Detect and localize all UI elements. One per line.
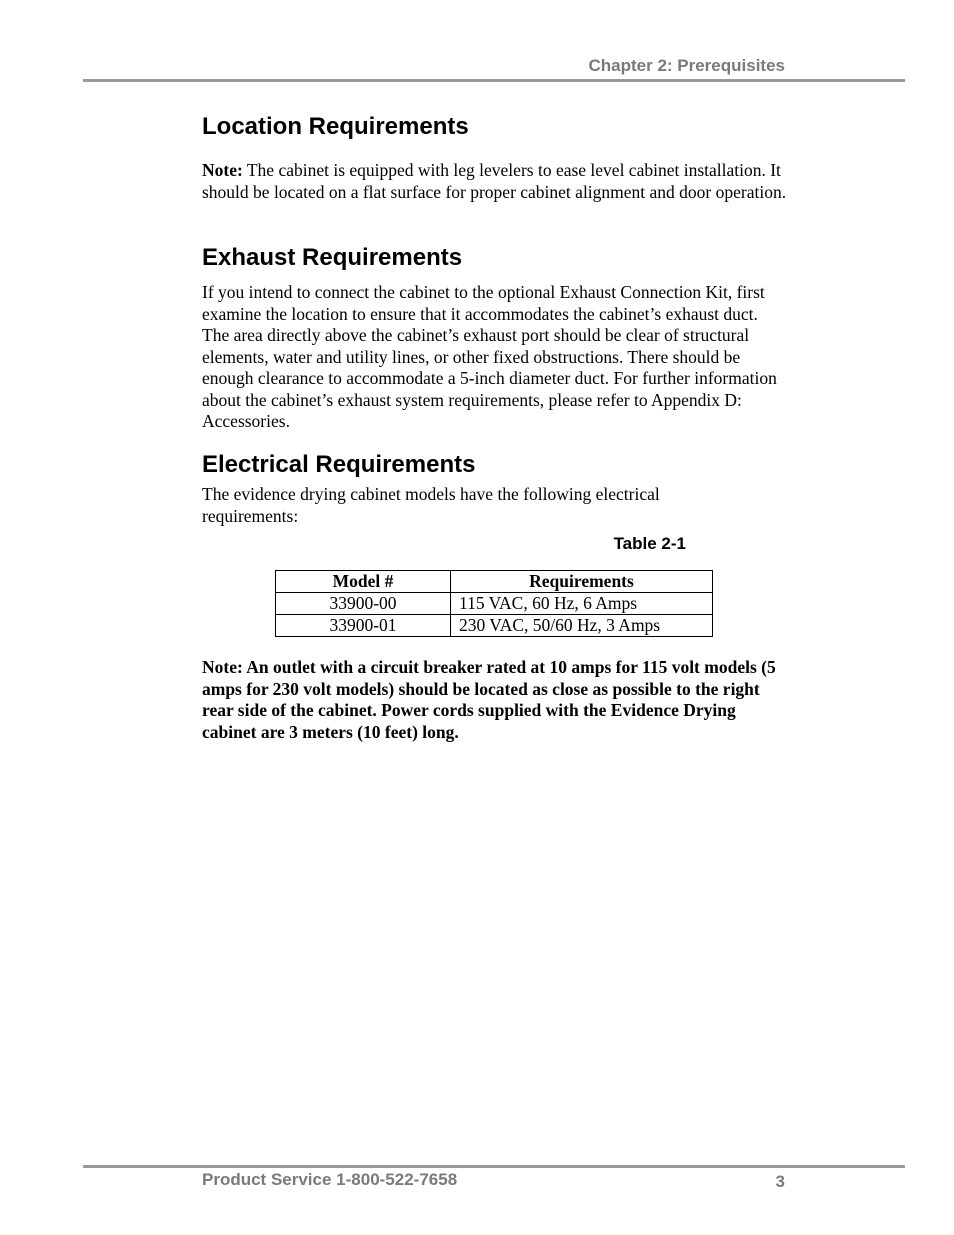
requirements-cell: 230 VAC, 50/60 Hz, 3 Amps: [451, 615, 713, 637]
table-header-row: [276, 571, 713, 593]
location-note-label: Note:: [202, 160, 243, 180]
electrical-heading: Electrical Requirements: [202, 451, 476, 478]
column-header-requirements: Requirements: [451, 571, 713, 593]
table-caption: Table 2-1: [613, 534, 686, 553]
requirements-cell: 115 VAC, 60 Hz, 6 Amps: [451, 593, 713, 615]
electrical-requirements-table: [275, 570, 713, 637]
location-note-text: The cabinet is equipped with leg levelers to ease level cabinet installation. It should be located on a flat surface for proper cabinet alignment and door operation.: [202, 160, 787, 202]
exhaust-heading: Exhaust Requirements: [202, 244, 463, 271]
page-number: 3: [775, 1172, 785, 1191]
running-header: Chapter 2: Prerequisites: [588, 56, 785, 75]
model-cell: 33900-00: [276, 593, 451, 615]
column-header-model: Model #: [276, 571, 451, 593]
location-note: [202, 160, 792, 203]
table-row: [276, 593, 713, 615]
electrical-paragraph: The evidence drying cabinet models have the following electrical requirements:: [202, 484, 660, 526]
footer-divider: [83, 1165, 905, 1168]
header-divider: [83, 79, 905, 82]
electrical-note: Note: An outlet with a circuit breaker rated at 10 amps for 115 volt models (5 amps for 230 volt models) should be located as close as possible to the right rear side of the cabinet. Power cords supplied with the Evidence Drying cabinet are 3 meters (10 feet) long.: [202, 657, 776, 742]
table-row: [276, 615, 713, 637]
product-service-phone: Product Service 1-800-522-7658: [202, 1170, 458, 1189]
exhaust-paragraph: If you intend to connect the cabinet to the optional Exhaust Connection Kit, first examine the location to ensure that it accommodates the cabinet’s exhaust duct. The area directly above the cabinet’s exhaust port should be clear of structural elements, water and utility lines, or other fixed obstructions. There should be enough clearance to accommodate a 5-inch diameter duct. For further information about the cabinet’s exhaust system requirements, please refer to Appendix D: Accessories.: [202, 282, 777, 431]
model-cell: 33900-01: [276, 615, 451, 637]
location-heading: Location Requirements: [202, 113, 469, 140]
